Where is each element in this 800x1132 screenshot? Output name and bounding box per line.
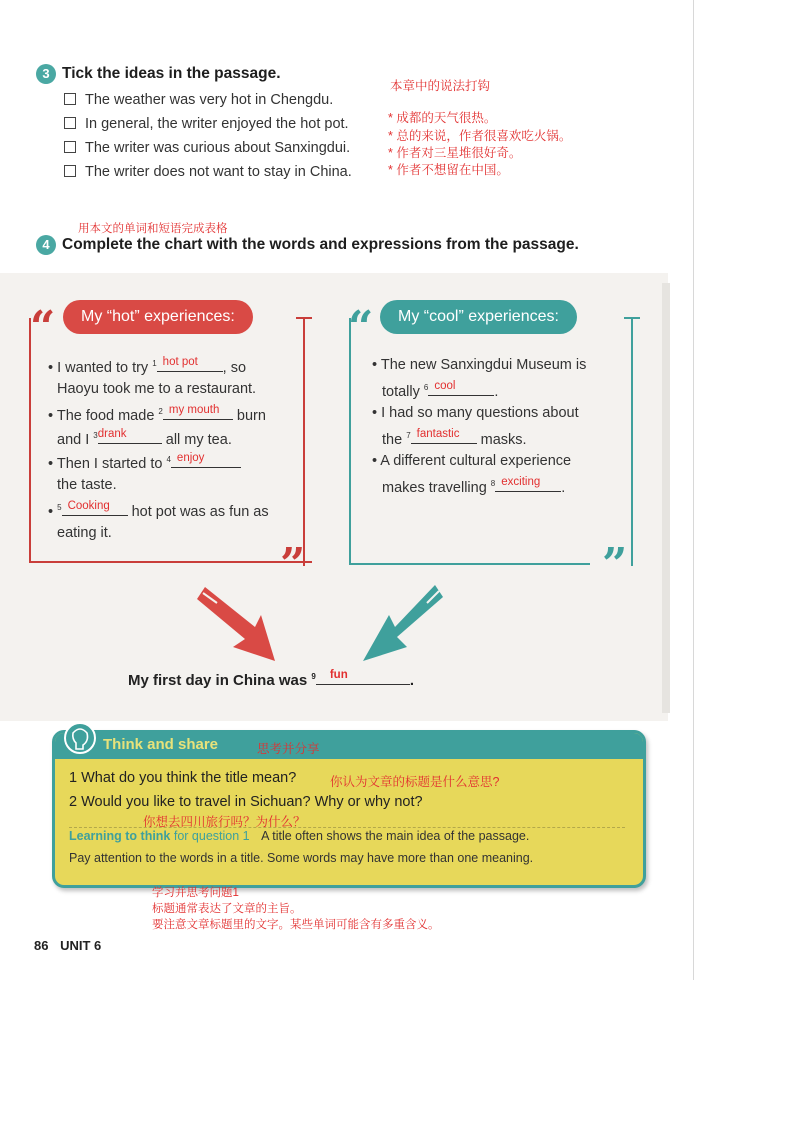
hot-line-4: and I $^3$ drank all my tea.: [57, 428, 232, 448]
hot-experiences-tag: My “hot” experiences:: [63, 300, 253, 334]
bottom-note-3: 要注意文章标题里的文字。某些单词可能含有多重含义。: [152, 919, 440, 931]
translation-2: * 总的来说，作者很喜欢吃火锅。: [388, 129, 572, 143]
think-divider: [69, 827, 625, 828]
blank-7[interactable]: fantastic: [411, 429, 477, 444]
page-footer: [34, 938, 101, 953]
checkbox[interactable]: [64, 141, 76, 153]
cool-close-quote: ”: [602, 539, 628, 590]
hot-line-3: • The food made $^2$ my mouth burn: [48, 404, 266, 424]
hot-line-6: the taste.: [57, 477, 117, 493]
task-3-item-4[interactable]: The writer does not want to stay in China.: [64, 164, 352, 180]
translation-4: * 作者不想留在中国。: [388, 163, 509, 177]
hot-open-quote: “: [30, 302, 56, 353]
unit-label: UNIT 6: [60, 938, 102, 953]
task-3-item-2[interactable]: In general, the writer enjoyed the hot pot.: [64, 116, 349, 132]
think-title: Think and share: [103, 736, 219, 753]
task-3-item-3[interactable]: The writer was curious about Sanxingdui.: [64, 140, 350, 156]
cool-line-1: • The new Sanxingdui Museum is: [372, 357, 587, 373]
task-4-badge: 4: [36, 235, 56, 255]
translation-1: * 成都的天气很热。: [388, 111, 497, 125]
bottom-note-1: 学习并思考问题1: [152, 887, 239, 899]
checkbox[interactable]: [64, 93, 76, 105]
hot-line-8: eating it.: [57, 525, 112, 541]
task-3-item-1[interactable]: The weather was very hot in Chengdu.: [64, 92, 333, 108]
cool-experiences-tag: My “cool” experiences:: [380, 300, 577, 334]
question-1-cn: 你认为文章的标题是什么意思?: [330, 775, 500, 789]
blank-3[interactable]: drank: [98, 429, 162, 444]
hot-line-2: Haoyu took me to a restaurant.: [57, 381, 257, 397]
converging-arrows: [195, 575, 445, 675]
think-and-share-box: [52, 730, 646, 888]
blank-2[interactable]: my mouth: [163, 405, 233, 420]
teal-arrow-icon: [363, 581, 443, 661]
learning-to-think: Learning to think for question 1 A title often shows the main idea of the passage.: [69, 829, 530, 843]
think-title-cn: 思考并分享: [257, 742, 320, 756]
cool-line-2: totally $^6$ cool .: [382, 380, 499, 400]
cool-open-quote: “: [348, 302, 374, 353]
page-number: 86: [34, 938, 49, 953]
blank-5[interactable]: Cooking: [62, 501, 128, 516]
question-2: 2 Would you like to travel in Sichuan? Why or why not?: [69, 794, 423, 810]
translation-3: * 作者对三星堆很好奇。: [388, 146, 522, 160]
red-arrow-icon: [197, 583, 275, 661]
blank-1[interactable]: hot pot: [157, 357, 223, 372]
bottom-note-2: 标题通常表达了文章的主旨。: [152, 903, 302, 915]
task-3-badge: 3: [36, 64, 56, 84]
cool-line-5: • A different cultural experience: [372, 453, 572, 469]
cool-line-6: makes travelling $^8$ exciting .: [382, 476, 566, 496]
checkbox[interactable]: [64, 165, 76, 177]
task-3-title: Tick the ideas in the passage.: [62, 65, 281, 82]
hot-close-quote: ”: [280, 539, 306, 590]
task-4-title: Complete the chart with the words and expressions from the passage.: [62, 236, 579, 253]
cool-line-3: • I had so many questions about: [372, 405, 579, 421]
question-1: 1 What do you think the title mean?: [69, 770, 297, 786]
page-fold-line: [693, 0, 694, 980]
hot-line-5: • Then I started to $^4$ enjoy: [48, 453, 241, 472]
learning-to-think-text: Pay attention to the words in a title. Some words may have more than one meaning.: [69, 851, 534, 865]
hot-line-1: • I wanted to try $^1$ hot pot , so: [48, 356, 247, 376]
blank-9[interactable]: fun: [316, 670, 410, 685]
panel-edge: [662, 283, 670, 713]
thinking-head-icon: [63, 721, 97, 755]
hot-line-7: • $^5$ Cooking hot pot was as fun as: [48, 500, 269, 520]
blank-8[interactable]: exciting: [495, 477, 561, 492]
task-4-chinese-note: 用本文的单词和短语完成表格: [78, 223, 228, 235]
blank-4[interactable]: enjoy: [171, 453, 241, 468]
conclusion-sentence: My first day in China was $^9$ fun .: [128, 669, 415, 689]
checkbox[interactable]: [64, 117, 76, 129]
task-3-chinese-note: 本章中的说法打钩: [390, 79, 491, 93]
question-2-cn: 你想去四川旅行吗？为什么？: [143, 815, 306, 829]
blank-6[interactable]: cool: [428, 381, 494, 396]
cool-line-4: the $^7$ fantastic masks.: [382, 428, 527, 448]
